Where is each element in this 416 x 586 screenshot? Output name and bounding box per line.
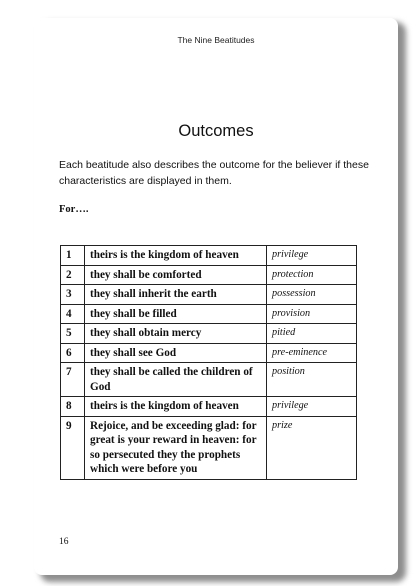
table-row (61, 246, 357, 266)
row-number: 5 (61, 324, 85, 344)
table-row (61, 304, 357, 324)
row-number: 4 (61, 304, 85, 324)
table-row (61, 416, 357, 479)
table-row (61, 397, 357, 417)
outcome-label: protection (267, 265, 357, 285)
row-number: 6 (61, 343, 85, 363)
outcome-label: pitied (267, 324, 357, 344)
outcome-label: privilege (267, 397, 357, 417)
outcome-label: provision (267, 304, 357, 324)
outcome-label: position (267, 363, 357, 397)
table-row (61, 324, 357, 344)
beatitude-outcome-text: they shall be comforted (85, 265, 267, 285)
outcome-label: pre-eminence (267, 343, 357, 363)
table-row (61, 265, 357, 285)
beatitude-outcome-text: theirs is the kingdom of heaven (85, 397, 267, 417)
beatitude-outcome-text: they shall be called the children of God (85, 363, 267, 397)
row-number: 2 (61, 265, 85, 285)
table-row (61, 343, 357, 363)
page-number: 16 (59, 537, 69, 547)
beatitude-outcome-text: they shall obtain mercy (85, 324, 267, 344)
outcome-label: prize (267, 416, 357, 479)
running-head: The Nine Beatitudes (177, 35, 255, 45)
row-number: 9 (61, 416, 85, 479)
row-number: 3 (61, 285, 85, 305)
table-row (61, 285, 357, 305)
row-number: 7 (61, 363, 85, 397)
beatitude-outcome-text: they shall see God (85, 343, 267, 363)
beatitude-outcome-text: they shall inherit the earth (85, 285, 267, 305)
beatitude-outcome-text: they shall be filled (85, 304, 267, 324)
page-title: Outcomes (178, 122, 254, 140)
beatitude-outcome-text: theirs is the kingdom of heaven (85, 246, 267, 266)
book-page (34, 18, 398, 575)
outcome-label: privilege (267, 246, 357, 266)
intro-paragraph: Each beatitude also describes the outcome for the believer if these characteristics are displayed in them. (59, 159, 369, 187)
for-label: For…. (59, 204, 89, 215)
row-number: 8 (61, 397, 85, 417)
outcomes-table (60, 245, 357, 480)
row-number: 1 (61, 246, 85, 266)
beatitude-outcome-text: Rejoice, and be exceeding glad: for great is your reward in heaven: for so persecuted they the prophets which were before you (85, 416, 267, 479)
outcome-label: possession (267, 285, 357, 305)
table-row (61, 363, 357, 397)
